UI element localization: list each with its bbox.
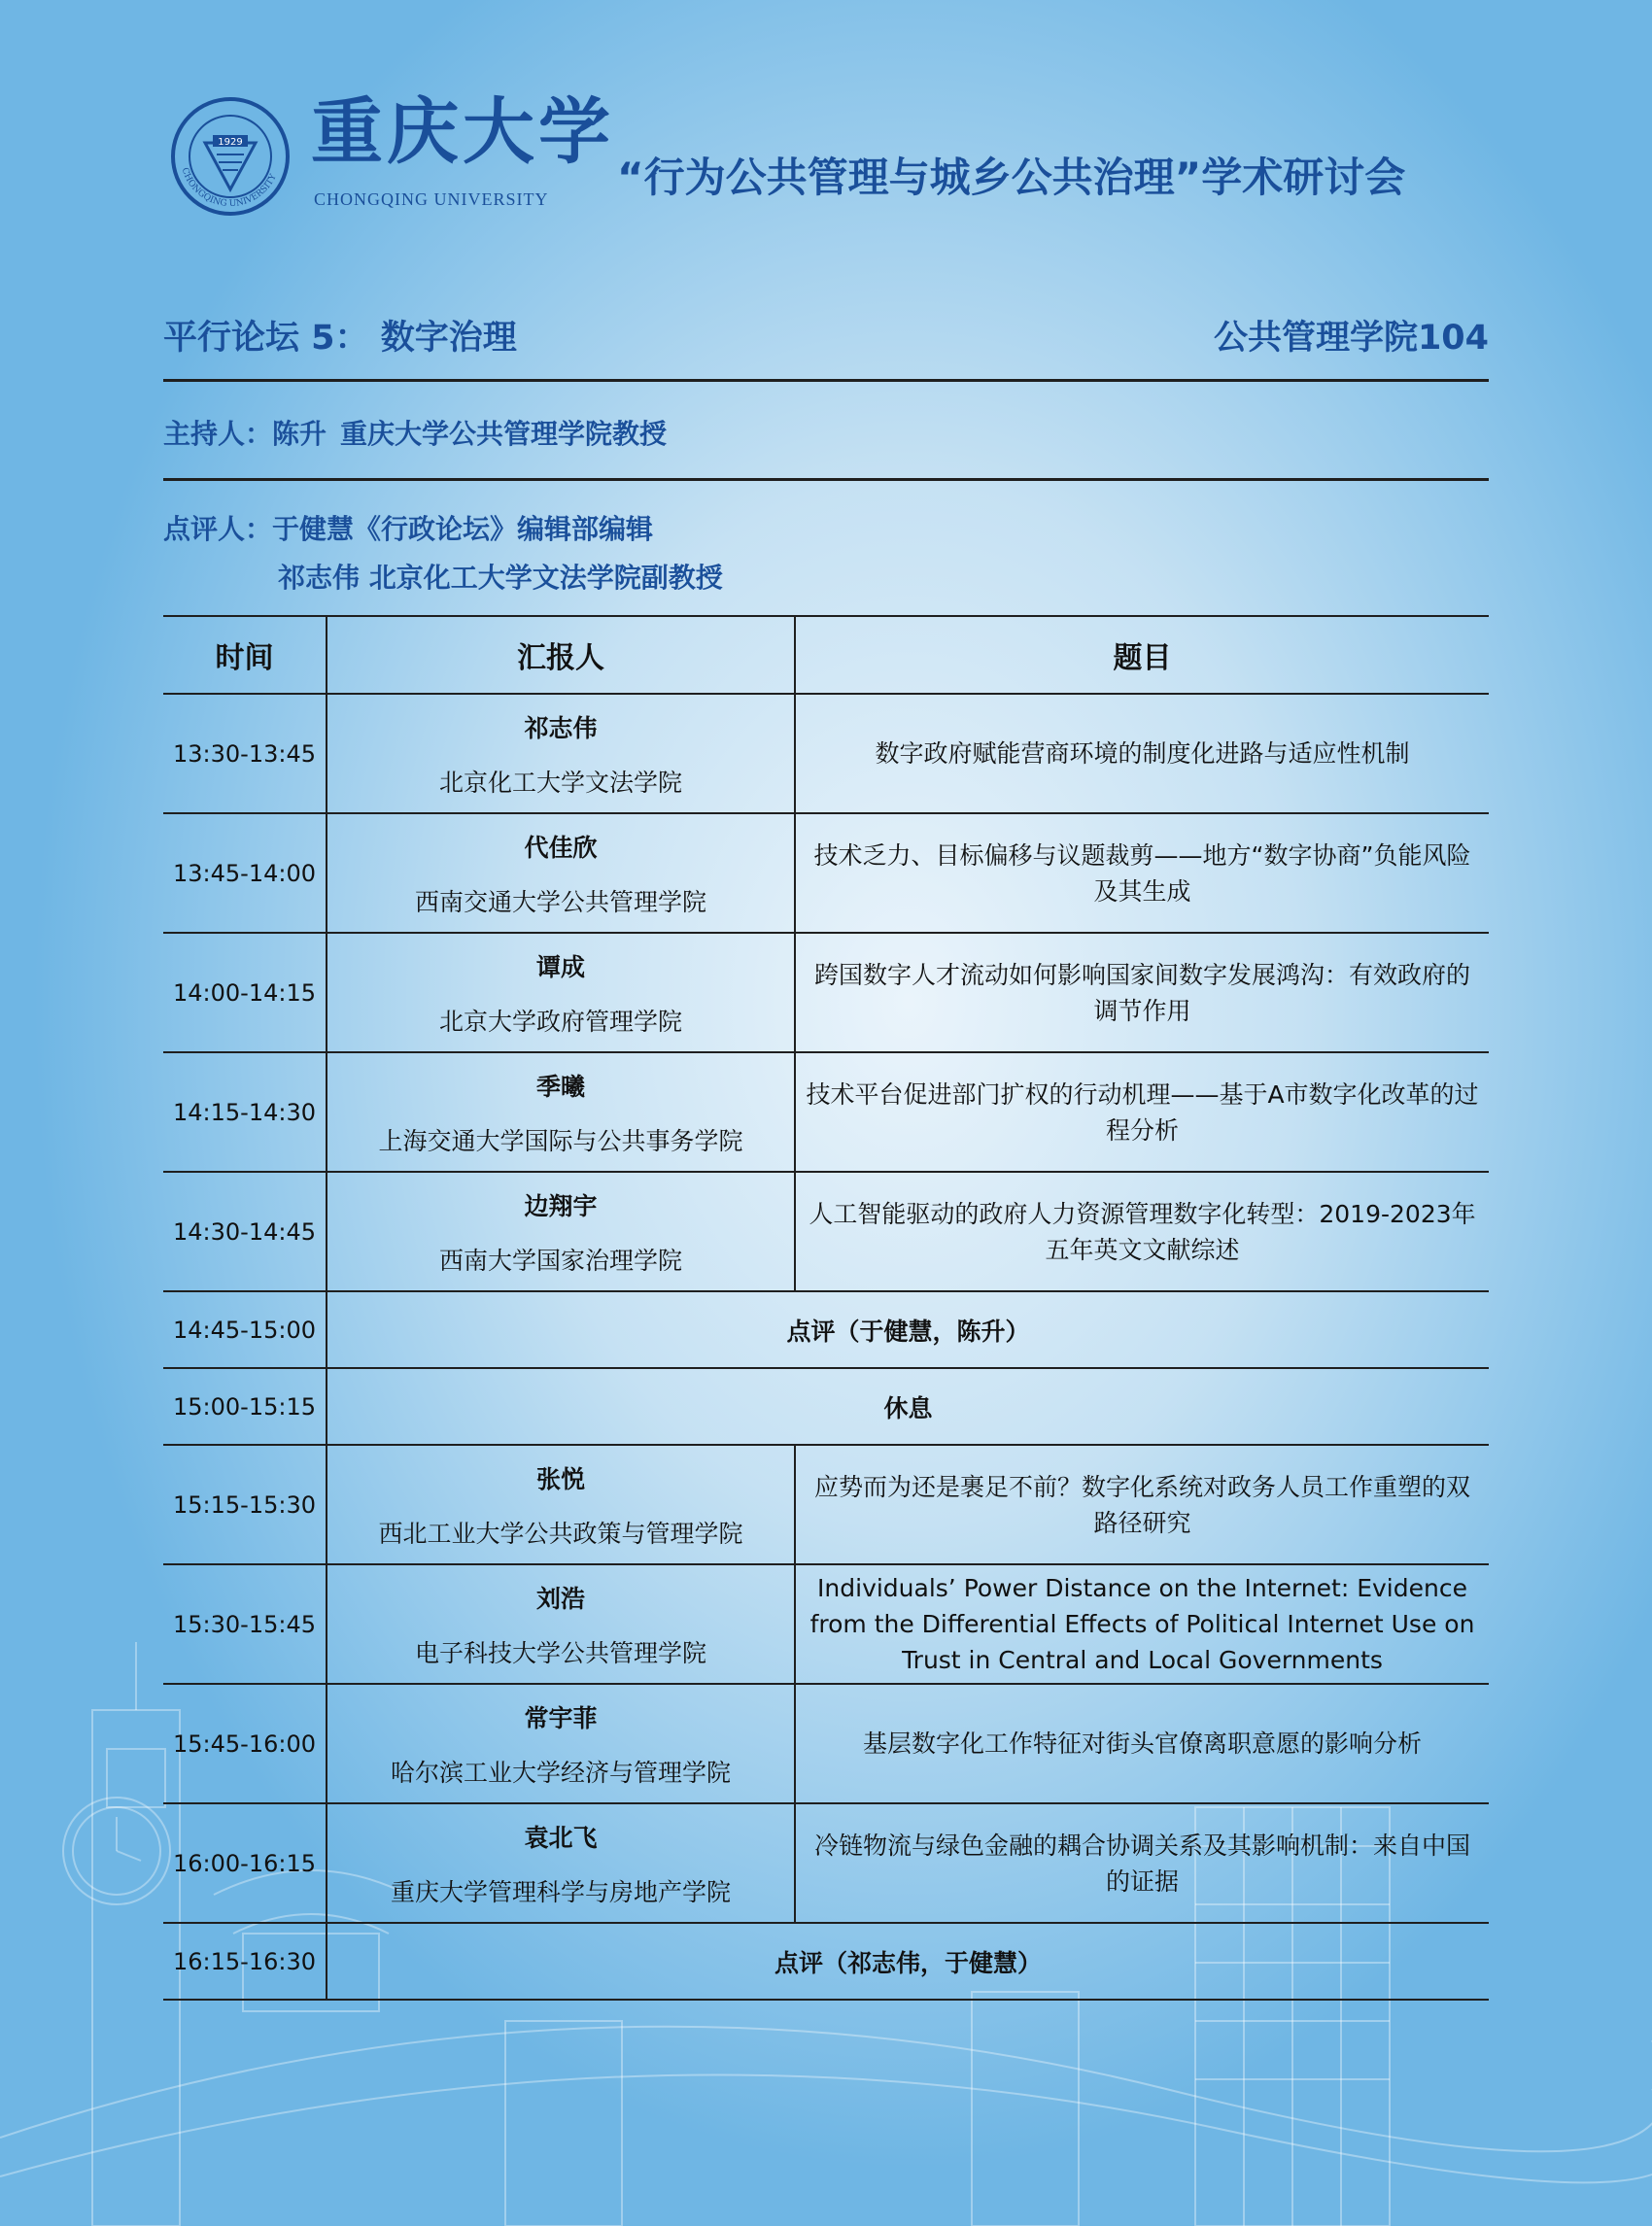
reporter-name: 谭成	[535, 952, 585, 981]
table-row	[163, 1052, 1489, 1172]
table-row	[163, 1291, 1489, 1368]
table-header-row	[163, 616, 1489, 694]
university-seal-logo	[170, 96, 291, 217]
topic-cell: 技术乏力、目标偏移与议题裁剪——地方“数字协商”负能风险及其生成	[795, 813, 1489, 933]
break-cell: 休息	[327, 1368, 1489, 1445]
table-row	[163, 1803, 1489, 1923]
reporter-org: 西南交通大学公共管理学院	[414, 887, 706, 916]
table-row	[163, 1445, 1489, 1564]
forum-header	[163, 311, 1489, 369]
reporter-org: 电子科技大学公共管理学院	[414, 1638, 706, 1667]
divider	[163, 379, 1489, 382]
header-reporter: 汇报人	[327, 616, 795, 694]
reporter-name: 边翔宇	[524, 1191, 598, 1220]
time-cell: 14:00-14:15	[163, 933, 327, 1052]
forum-room: 公共管理学院104	[1213, 319, 1489, 358]
reporter-org: 北京化工大学文法学院	[438, 768, 682, 797]
svg-text:1929: 1929	[218, 137, 243, 148]
table-row	[163, 1684, 1489, 1803]
reporter-cell	[327, 1445, 795, 1564]
commentators-block	[163, 505, 723, 602]
topic-cell: 冷链物流与绿色金融的耦合协调关系及其影响机制：来自中国的证据	[795, 1803, 1489, 1923]
topic-cell: 人工智能驱动的政府人力资源管理数字化转型：2019-2023年五年英文文献综述	[795, 1172, 1489, 1291]
topic-cell: Individuals’ Power Distance on the Internet: Evidence from the Differential Effects of Political Internet Use on Trust in Central and Local Governments	[795, 1564, 1489, 1684]
time-cell: 15:00-15:15	[163, 1368, 327, 1445]
time-cell: 16:15-16:30	[163, 1923, 327, 2000]
reporter-cell	[327, 1684, 795, 1803]
table-row	[163, 694, 1489, 813]
reporter-cell	[327, 813, 795, 933]
time-cell: 14:45-15:00	[163, 1291, 327, 1368]
schedule-table	[163, 615, 1489, 2001]
time-cell: 13:30-13:45	[163, 694, 327, 813]
header-topic: 题目	[795, 616, 1489, 694]
reporter-name: 常宇菲	[524, 1703, 598, 1732]
university-name-cn: 重庆大学	[311, 90, 614, 174]
topic-cell: 基层数字化工作特征对街头官僚离职意愿的影响分析	[795, 1684, 1489, 1803]
time-cell: 15:30-15:45	[163, 1564, 327, 1684]
host-label: 主持人：	[163, 418, 273, 450]
topic-cell: 跨国数字人才流动如何影响国家间数字发展鸿沟：有效政府的调节作用	[795, 933, 1489, 1052]
time-cell: 15:45-16:00	[163, 1684, 327, 1803]
host-affiliation: 重庆大学公共管理学院教授	[340, 418, 668, 450]
table-row	[163, 1368, 1489, 1445]
table-row	[163, 813, 1489, 933]
reporter-cell	[327, 1564, 795, 1684]
reporter-name: 袁北飞	[524, 1823, 598, 1852]
divider	[163, 478, 1489, 481]
host-line	[163, 413, 680, 452]
reporter-org: 上海交通大学国际与公共事务学院	[378, 1126, 743, 1155]
reporter-org: 北京大学政府管理学院	[438, 1007, 682, 1036]
topic-cell: 数字政府赋能营商环境的制度化进路与适应性机制	[795, 694, 1489, 813]
reporter-org: 哈尔滨工业大学经济与管理学院	[390, 1758, 731, 1787]
page-header	[170, 92, 1492, 228]
table-row	[163, 1564, 1489, 1684]
time-cell: 15:15-15:30	[163, 1445, 327, 1564]
reporter-org: 重庆大学管理科学与房地产学院	[390, 1877, 731, 1906]
reporter-cell	[327, 1052, 795, 1172]
review-session-cell: 点评（于健慧，陈升）	[327, 1291, 1489, 1368]
topic-cell: 应势而为还是裹足不前？数字化系统对政务人员工作重塑的双路径研究	[795, 1445, 1489, 1564]
host-person: 陈升	[272, 418, 327, 450]
commentator-1: 于健慧《行政论坛》编辑部编辑	[272, 513, 654, 545]
reporter-name: 季曦	[535, 1072, 585, 1101]
table-row	[163, 1172, 1489, 1291]
review-session-cell: 点评（祁志伟，于健慧）	[327, 1923, 1489, 2000]
reporter-cell	[327, 1803, 795, 1923]
table-row	[163, 1923, 1489, 2000]
reporter-cell	[327, 933, 795, 1052]
event-title: “行为公共管理与城乡公共治理”学术研讨会	[617, 154, 1406, 201]
reporter-name: 祁志伟	[524, 713, 598, 742]
commentator-2: 祁志伟 北京化工大学文法学院副教授	[278, 562, 723, 594]
topic-cell: 技术平台促进部门扩权的行动机理——基于A市数字化改革的过程分析	[795, 1052, 1489, 1172]
reporter-name: 张悦	[535, 1464, 585, 1493]
time-cell: 14:15-14:30	[163, 1052, 327, 1172]
reporter-cell	[327, 1172, 795, 1291]
reporter-name: 刘浩	[535, 1584, 585, 1613]
table-row	[163, 933, 1489, 1052]
time-cell: 16:00-16:15	[163, 1803, 327, 1923]
university-name-en: CHONGQING UNIVERSITY	[314, 189, 549, 209]
svg-text:CHONGQING UNIVERSITY: CHONGQING UNIVERSITY	[179, 166, 279, 210]
forum-title: 平行论坛 5： 数字治理	[163, 319, 517, 358]
commentators-label: 点评人：	[163, 513, 273, 545]
time-cell: 13:45-14:00	[163, 813, 327, 933]
time-cell: 14:30-14:45	[163, 1172, 327, 1291]
reporter-org: 西北工业大学公共政策与管理学院	[378, 1519, 743, 1548]
header-time: 时间	[163, 616, 327, 694]
reporter-cell	[327, 694, 795, 813]
reporter-org: 西南大学国家治理学院	[438, 1246, 682, 1275]
reporter-name: 代佳欣	[524, 833, 598, 862]
